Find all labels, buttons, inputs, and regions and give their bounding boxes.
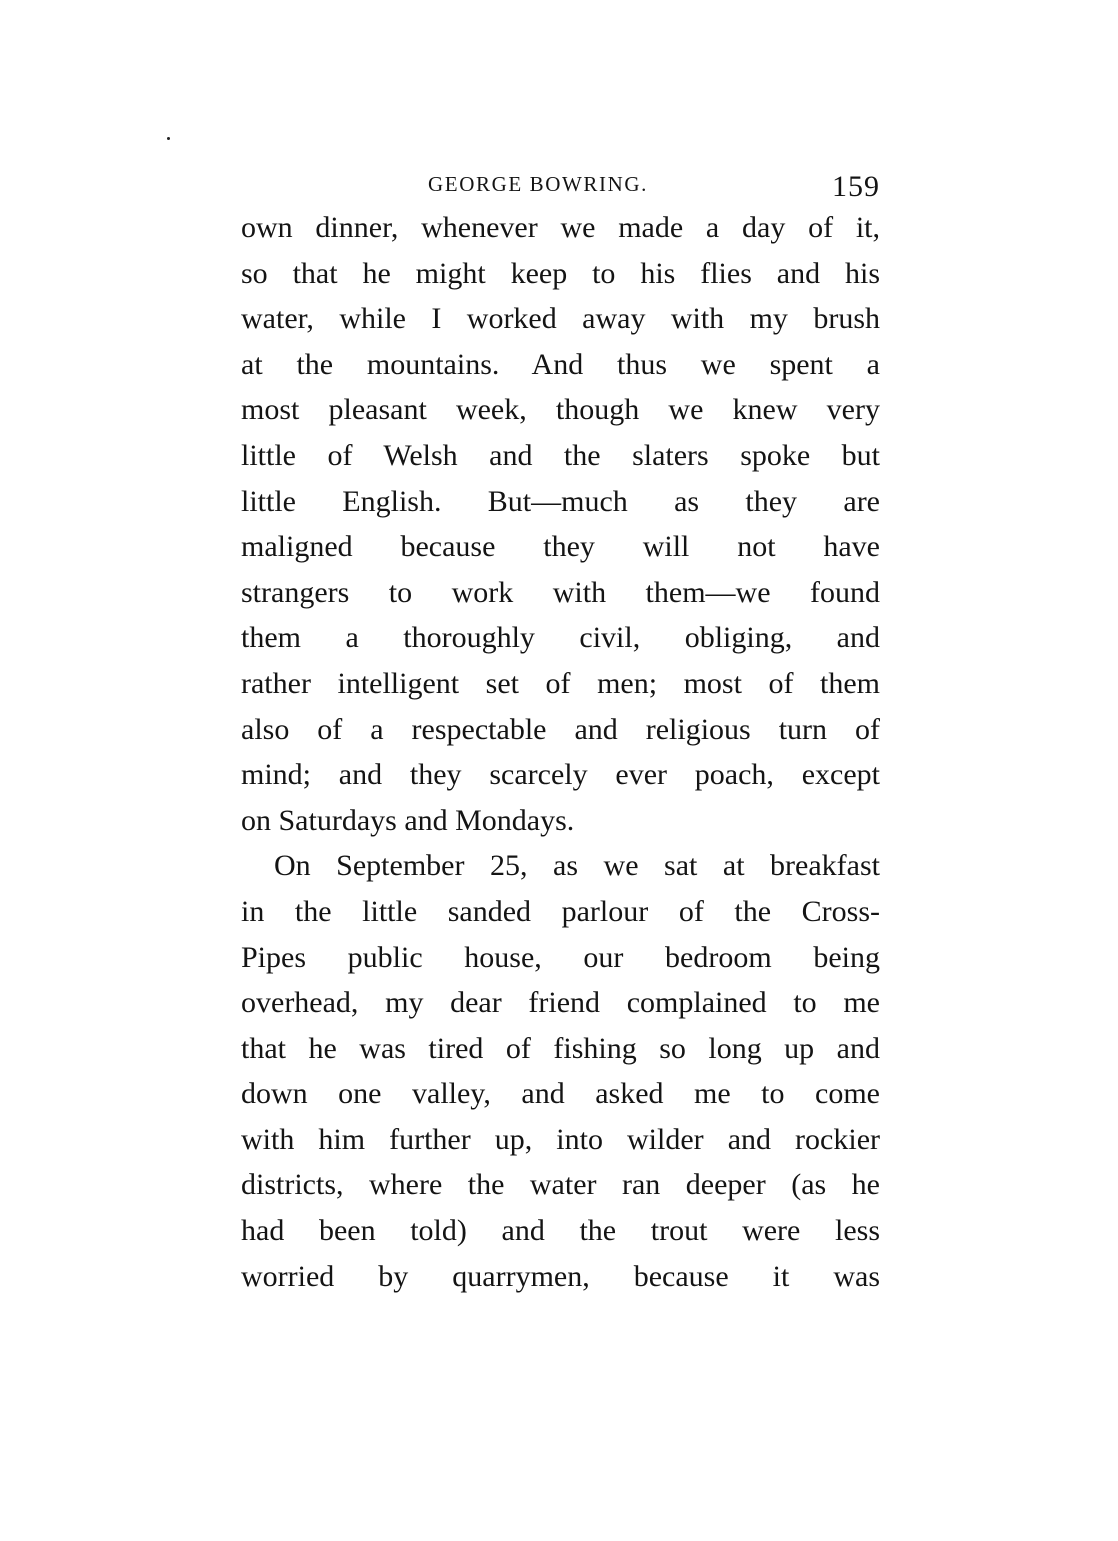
text-line: water, while I worked away with my brush bbox=[241, 302, 880, 336]
print-speck bbox=[167, 137, 170, 140]
text-line: in the little sanded parlour of the Cross- bbox=[241, 894, 880, 928]
paragraph-start-line: On September 25, as we sat at breakfast bbox=[274, 849, 880, 883]
paragraph-end-line: on Saturdays and Mondays. bbox=[241, 803, 575, 837]
text-line: Pipes public house, our bedroom being bbox=[241, 940, 880, 974]
text-line: little of Welsh and the slaters spoke but bbox=[241, 438, 880, 472]
body-text bbox=[241, 205, 880, 1299]
text-line: with him further up, into wilder and rockier bbox=[241, 1122, 880, 1156]
running-head bbox=[428, 170, 880, 210]
text-line: down one valley, and asked me to come bbox=[241, 1077, 880, 1111]
text-line: mind; and they scarcely ever poach, except bbox=[241, 758, 880, 792]
text-line: also of a respectable and religious turn of bbox=[241, 712, 880, 746]
page-number: 159 bbox=[832, 170, 880, 203]
text-line: most pleasant week, though we knew very bbox=[241, 393, 880, 427]
text-line: rather intelligent set of men; most of them bbox=[241, 666, 880, 700]
text-line: own dinner, whenever we made a day of it, bbox=[241, 211, 880, 244]
text-line: had been told) and the trout were less bbox=[241, 1214, 880, 1248]
text-line: little English. But—much as they are bbox=[241, 484, 880, 518]
text-line: them a thoroughly civil, obliging, and bbox=[241, 621, 880, 655]
running-title: GEORGE BOWRING. bbox=[428, 172, 648, 196]
text-line: strangers to work with them—we found bbox=[241, 575, 880, 609]
text-line: so that he might keep to his flies and his bbox=[241, 256, 880, 290]
text-line: that he was tired of fishing so long up and bbox=[241, 1031, 880, 1065]
text-line: worried by quarrymen, because it was bbox=[241, 1259, 880, 1293]
text-line: districts, where the water ran deeper (as he bbox=[241, 1168, 880, 1202]
text-line: overhead, my dear friend complained to me bbox=[241, 986, 880, 1020]
text-line: at the mountains. And thus we spent a bbox=[241, 347, 880, 381]
text-line: maligned because they will not have bbox=[241, 530, 880, 564]
